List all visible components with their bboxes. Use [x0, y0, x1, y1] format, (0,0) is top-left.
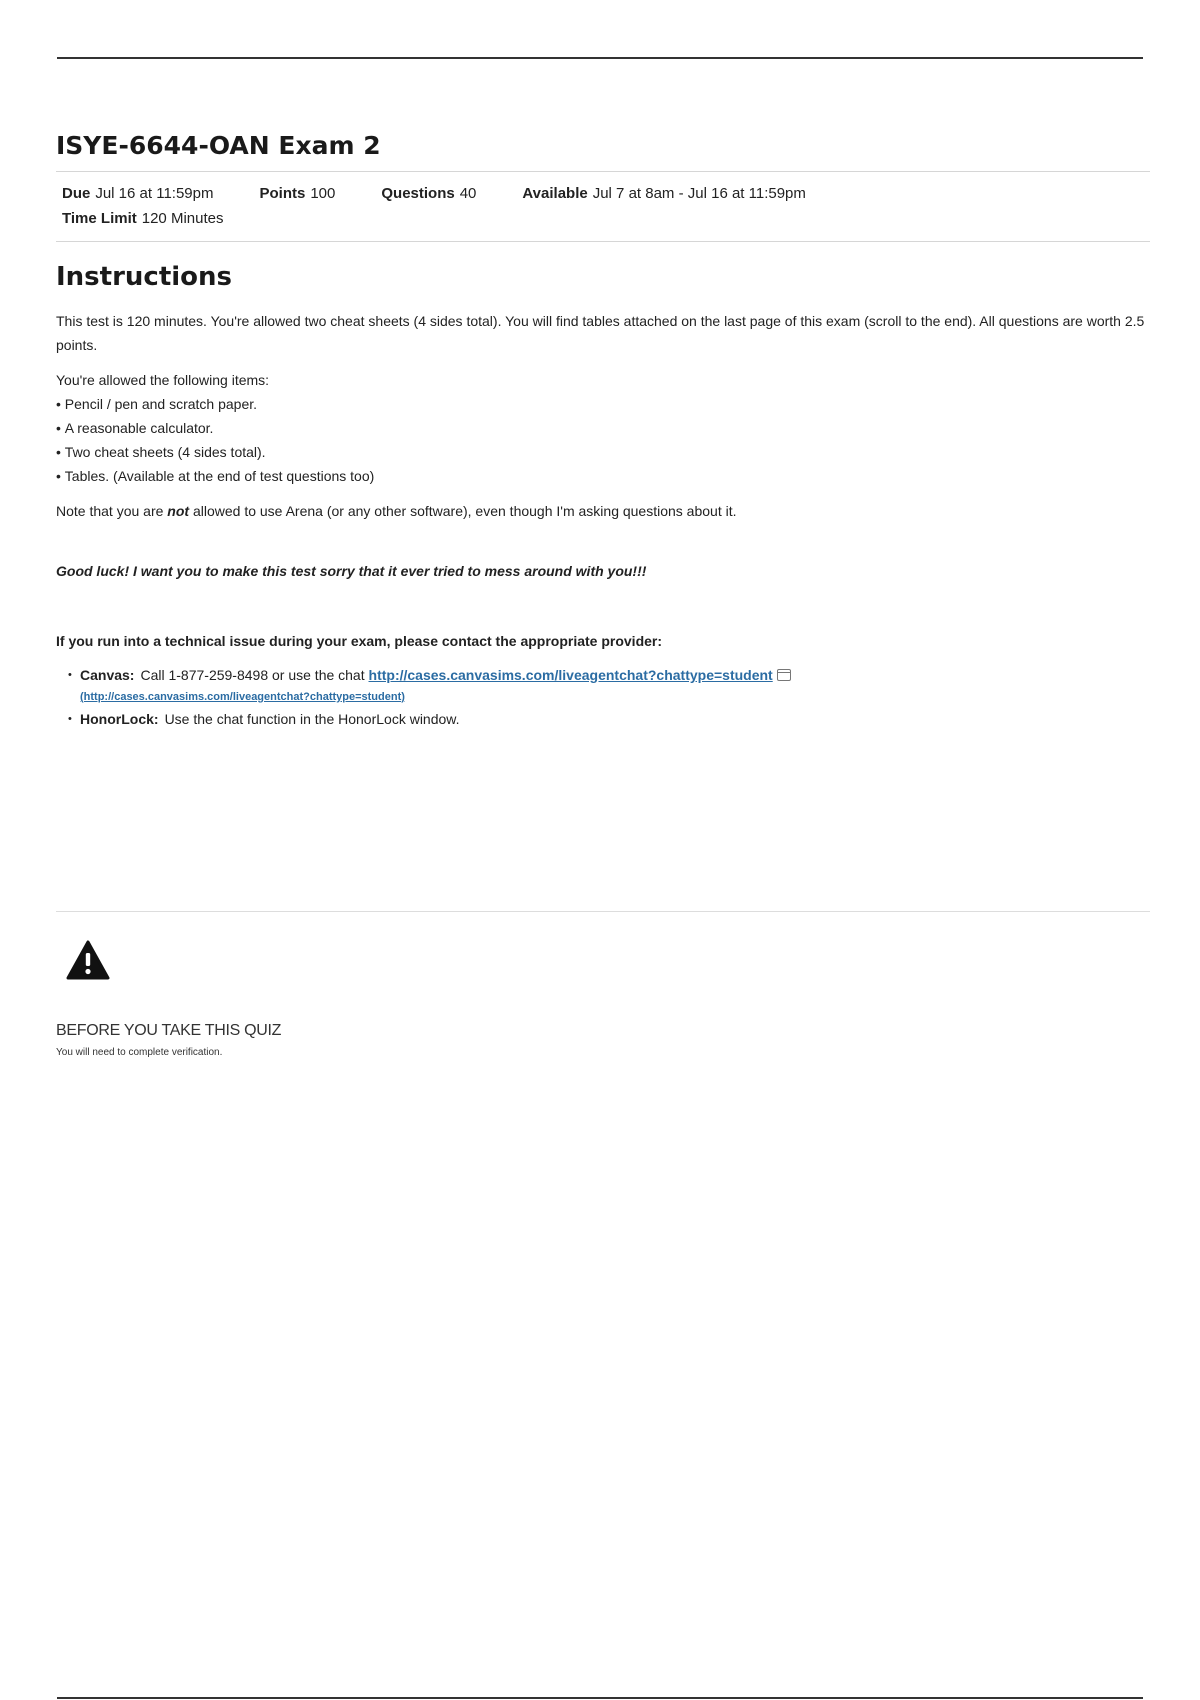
meta-divider: [56, 241, 1150, 242]
software-note-after: allowed to use Arena (or any other software), even though I'm asking questions about it.: [189, 502, 737, 519]
allowed-item: • Pencil / pen and scratch paper.: [56, 392, 1150, 416]
provider-canvas-name: Canvas:: [80, 666, 135, 683]
meta-time-limit-value: 120 Minutes: [141, 209, 224, 227]
provider-honorlock: [68, 707, 1150, 731]
allowed-item: • Tables. (Available at the end of test questions too): [56, 464, 1150, 488]
canvas-chat-link[interactable]: http://cases.canvasims.com/liveagentchat?chattype=student: [368, 666, 773, 683]
software-note-emphasis: not: [167, 502, 190, 519]
canvas-chat-link-url[interactable]: (http://cases.canvasims.com/liveagentchat?chattype=student): [80, 690, 405, 703]
meta-points: [259, 181, 335, 206]
good-luck-message: Good luck! I want you to make this test sorry that it ever tried to mess around with you!!!: [56, 562, 647, 579]
page-top-rule: [57, 57, 1143, 59]
meta-due-label: Due: [62, 184, 91, 202]
page-title: ISYE-6644-OAN Exam 2: [56, 131, 381, 160]
verification-title: BEFORE YOU TAKE THIS QUIZ: [56, 1022, 282, 1039]
verification-subtitle: You will need to complete verification.: [56, 1047, 223, 1058]
allowed-item: • Two cheat sheets (4 sides total).: [56, 440, 1150, 464]
provider-canvas-text: Call 1-877-259-8498 or use the chat: [140, 666, 369, 683]
meta-due: [62, 181, 213, 206]
quiz-meta: [56, 172, 1150, 241]
meta-questions-value: 40: [459, 184, 477, 202]
provider-canvas: [68, 663, 1150, 707]
external-link-icon[interactable]: [777, 669, 791, 681]
allowed-items-intro: You're allowed the following items:: [56, 371, 270, 388]
software-note: [56, 499, 1150, 523]
provider-honorlock-name: HonorLock:: [80, 710, 159, 727]
warning-icon: [66, 940, 110, 980]
meta-points-label: Points: [259, 184, 306, 202]
provider-honorlock-text: Use the chat function in the HonorLock window.: [164, 710, 460, 727]
meta-points-value: 100: [310, 184, 336, 202]
quiz-content: [56, 130, 1150, 731]
meta-questions-label: Questions: [381, 184, 455, 202]
allowed-items-list: [56, 392, 1150, 488]
meta-time-limit: [62, 206, 223, 231]
meta-due-value: Jul 16 at 11:59pm: [95, 184, 214, 202]
software-note-before: Note that you are: [56, 502, 168, 519]
instructions-heading: Instructions: [56, 261, 233, 292]
meta-available: [522, 181, 805, 206]
page-bottom-rule: [57, 1697, 1143, 1699]
provider-list: [56, 663, 1150, 731]
tech-support-heading: If you run into a technical issue during your exam, please contact the appropriate provider:: [56, 632, 663, 649]
meta-time-limit-label: Time Limit: [62, 209, 137, 227]
instructions-intro: This test is 120 minutes. You're allowed two cheat sheets (4 sides total). You will find tables attached on the last page of this exam (scroll to the end). All questions are worth 2.5 points.: [56, 312, 1145, 353]
meta-available-value: Jul 7 at 8am - Jul 16 at 11:59pm: [592, 184, 806, 202]
meta-available-label: Available: [522, 184, 588, 202]
allowed-item: • A reasonable calculator.: [56, 416, 1150, 440]
verification-divider: [56, 911, 1150, 912]
meta-questions: [381, 181, 476, 206]
